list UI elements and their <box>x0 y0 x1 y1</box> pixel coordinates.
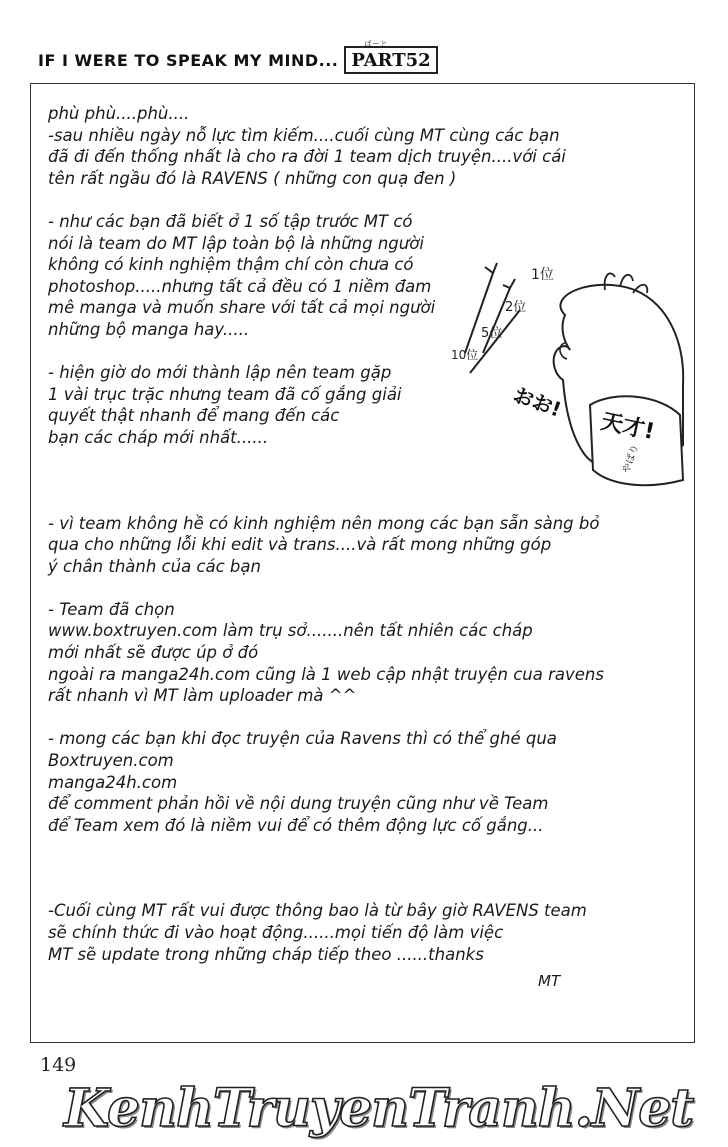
body-line: Boxtruyen.com <box>48 751 174 771</box>
body-line: - hiện giờ do mới thành lập nên team gặp <box>48 363 392 383</box>
body-line: đã đi đến thống nhất là cho ra đời 1 team dịch truyện....với cái <box>48 147 566 167</box>
body-line: sẽ chính thức đi vào hoạt động......mọi tiến độ làm việc <box>48 923 504 942</box>
body-line: tên rất ngầu đó là RAVENS ( những con quạ đen ) <box>48 168 457 188</box>
body-line: để comment phản hồi về nội dung truyện cũng như về Team <box>48 794 549 814</box>
body-line: 1 vài trục trặc nhưng team đã cố gắng giải <box>48 384 402 404</box>
exclaim-text: おお! <box>510 382 565 422</box>
header-title: IF I WERE TO SPEAK MY MIND... <box>38 50 339 70</box>
part-ruby: ぱーと <box>364 40 389 48</box>
body-line: - Team đã chọn <box>48 599 175 619</box>
paragraph-spacer <box>48 707 678 729</box>
rank-1-label: 1位 <box>531 267 554 283</box>
body-line: nói là team do MT lập toàn bộ là những người <box>48 233 424 253</box>
body-line: ngoài ra manga24h.com cũng là 1 web cập nhật truyện cua ravens <box>48 664 604 684</box>
signature: MT <box>538 972 561 990</box>
rank-5-label: 5位 <box>481 326 503 341</box>
body-line: MT sẽ update trong những cháp tiếp theo ......thanks <box>48 944 484 964</box>
rank-10-label: 10位 <box>451 348 479 362</box>
body-line: qua cho những lỗi khi edit và trans....và rất mong những góp <box>48 535 552 555</box>
illustration <box>445 255 685 495</box>
page-number: 149 <box>40 1054 77 1076</box>
character-illustration <box>445 255 685 495</box>
body-line: -sau nhiều ngày nỗ lực tìm kiếm....cuối cùng MT cùng các bạn <box>48 125 560 145</box>
body-line: - vì team không hề có kinh nghiệm nên mong các bạn sẵn sàng bỏ <box>48 513 600 533</box>
body-line: những bộ manga hay..... <box>48 319 250 339</box>
body-line: ý chân thành của các bạn <box>48 556 261 576</box>
paragraph-spacer <box>48 189 678 211</box>
paragraph-spacer <box>48 577 678 599</box>
paragraph-spacer <box>48 836 678 900</box>
body-text <box>48 103 678 965</box>
body-line: - mong các bạn khi đọc truyện của Ravens thì có thể ghé qua <box>48 729 557 749</box>
body-line: - như các bạn đã biết ở 1 số tập trước MT có <box>48 211 413 231</box>
shirt-text: 天才! <box>598 409 657 445</box>
body-line: www.boxtruyen.com làm trụ sở.......nên tất nhiên các cháp <box>48 621 533 641</box>
body-line: quyết thật nhanh để mang đến các <box>48 406 340 426</box>
rank-2-label: 2位 <box>505 300 527 315</box>
body-line: để Team xem đó là niềm vui để có thêm động lực cố gắng... <box>48 815 544 835</box>
body-line: mê manga và muốn share với tất cả mọi người <box>48 298 436 318</box>
body-line: -Cuối cùng MT rất vui được thông bao là từ bây giờ RAVENS team <box>48 901 587 921</box>
body-line: photoshop.....nhưng tất cả đều có 1 niềm đam <box>48 276 432 296</box>
watermark-logo: KenhTruyenTranh.Net <box>64 1078 694 1139</box>
body-line: rất nhanh vì MT làm uploader mà ^^ <box>48 686 357 706</box>
body-line: bạn các cháp mới nhất...... <box>48 427 269 447</box>
body-line: manga24h.com <box>48 772 178 792</box>
body-line: phù phù....phù.... <box>48 104 190 123</box>
header <box>38 40 438 75</box>
body-line: mới nhất sẽ được úp ở đó <box>48 643 259 663</box>
part-label: PART52 <box>351 49 431 71</box>
part-label-box <box>344 40 437 74</box>
body-line: không có kinh nghiệm thậm chí còn chưa có <box>48 255 414 275</box>
small-text: やばり <box>620 443 642 476</box>
